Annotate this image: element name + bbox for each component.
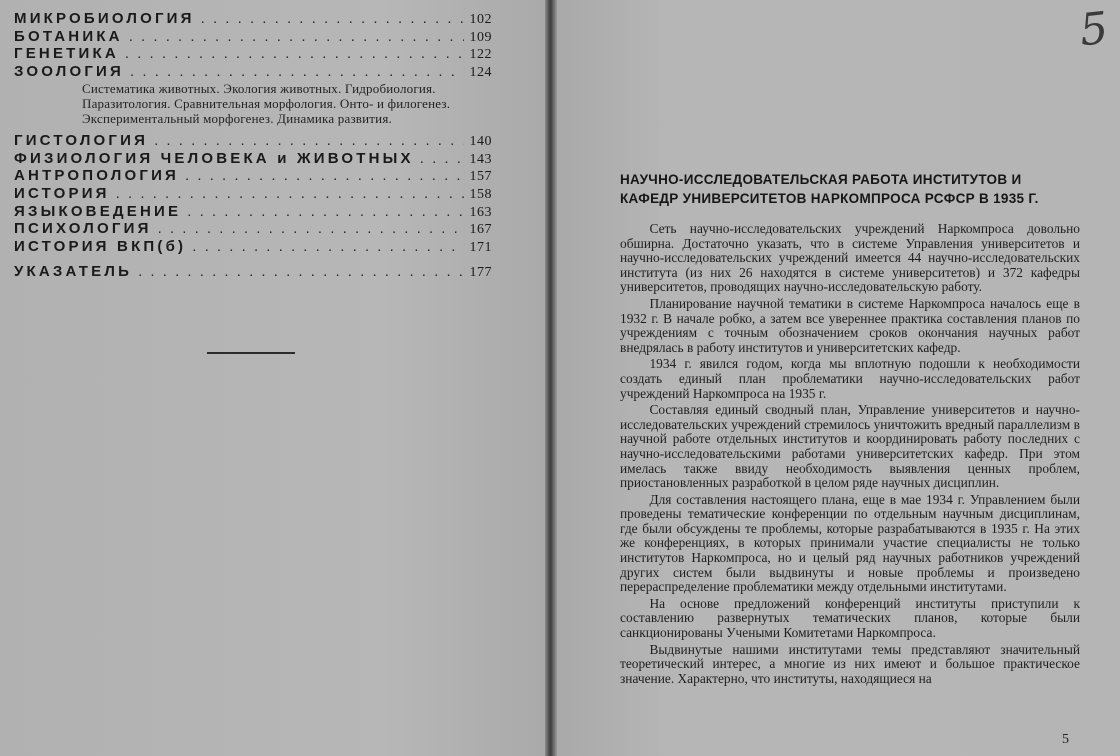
toc-entry-page: 163 [469,204,492,220]
toc-entry-title: МИКРОБИОЛОГИЯ [14,10,195,27]
toc-entry[interactable] [14,220,492,238]
article-paragraph: Выдвинутые нашими институтами темы представляют значительный теоретический интерес, а многие из них имеют и большое практическое значение. Характерно, что институты, находящиеся на [620,641,1080,686]
table-of-contents [14,10,492,281]
toc-entry-title: ФИЗИОЛОГИЯ ЧЕЛОВЕКА и ЖИВОТНЫХ [14,149,414,167]
toc-entry-title: УКАЗАТЕЛЬ [14,263,133,281]
toc-entry-page: 171 [469,239,492,255]
toc-leader-dots [192,238,463,256]
toc-leader-dots [158,220,464,238]
toc-entry-page: 102 [469,12,492,27]
toc-entry-page: 122 [469,47,492,63]
toc-entry-page: 157 [469,169,492,185]
toc-entry[interactable] [14,28,492,46]
toc-entry-title: ПСИХОЛОГИЯ [14,220,152,238]
toc-entry-page: 143 [469,151,492,167]
toc-entry-title: ГЕНЕТИКА [14,45,119,63]
toc-entry-title: ЯЗЫКОВЕДЕНИЕ [14,202,182,220]
toc-leader-dots [125,45,464,63]
toc-entry-page: 158 [469,186,492,202]
article-body [620,222,1080,688]
toc-entry[interactable] [14,238,492,256]
toc-entry[interactable] [14,263,492,281]
toc-leader-dots [185,167,463,185]
toc-entry-page: 140 [469,134,492,150]
toc-entry[interactable] [14,167,492,185]
article-paragraph: Для составления настоящего плана, еще в мае 1934 г. Управлением были проведены тематические конференции по отдельным научным дисциплинам, где были обсуждены те проблемы, которые разрабатываются в 1935 г. На этих же конференциях, в которых принимали участие специалисты не только институтов Наркомпроса, но и целый ряд научных работников учреждений других систем были выдвинуты и новые проблемы и произведено перераспределение проблематики между отдельными институтами. [620,491,1080,595]
page-number: 5 [1062,732,1069,747]
toc-leader-dots [201,10,464,28]
toc-entry[interactable] [14,63,492,81]
toc-entry[interactable] [14,185,492,203]
handwritten-page-mark: 5 [1077,2,1111,57]
toc-entry-page: 167 [469,222,492,238]
section-divider-rule [207,352,295,354]
toc-leader-dots [420,150,464,168]
toc-entry[interactable] [14,132,492,150]
toc-leader-dots [116,185,464,203]
toc-entry[interactable] [14,203,492,221]
toc-entry-page: 109 [469,29,492,45]
article-paragraph: Сеть научно-исследовательских учреждений Наркомпроса довольно обширна. Достаточно указать, что в системе Управления университетов и научно-исследовательских учреждений имеется 44 научно-исследовательских института (из них 26 находятся в системе университетов) и 372 кафедры университетов, проводящих научно-исследовательскую работу. [620,221,1080,295]
toc-entry-title: ИСТОРИЯ [14,184,110,202]
toc-entry[interactable] [14,45,492,63]
toc-entry-page: 177 [469,265,492,281]
toc-entry-title: ИСТОРИЯ ВКП(б) [14,237,187,255]
toc-leader-dots [130,63,463,81]
toc-entry-title: ГИСТОЛОГИЯ [14,132,149,150]
article-paragraph: Планирование научной тематики в системе Наркомпроса началось еще в 1932 г. В начале робко, а затем все увереннее практика составления планов по учреждениям с точным обозначением сроков окончания научных работ внедрялась в работу институтов и университетских кафедр. [620,295,1080,355]
article-paragraph: Составляя единый сводный план, Управление университетов и научно-исследовательских учреждений стремилось уничтожить вредный параллелизм в научной работе отдельных институтов и координировать работу последних с научно-исследовательскими работами университетских кафедр. При этом имелась также ввиду необходимость выявления ценных проблем, приостановленных разработкой в целом ряде научных дисциплин. [620,402,1080,491]
toc-zoology-subtopics: Систематика животных. Экология животных. Гидробиология. Паразитология. Сравнительная морфология. Онто- и филогенез. Экспериментальный морфогенез. Динамика развития. [82,81,451,126]
toc-entry-title: ЗООЛОГИЯ [14,62,125,80]
toc-entry[interactable] [14,150,492,168]
article-paragraph: 1934 г. явился годом, когда мы вплотную подошли к необходимости создать единый план проблематики научно-исследовательских работ учреждений Наркомпроса на 1935 г. [620,356,1080,401]
article-heading: НАУЧНО-ИССЛЕДОВАТЕЛЬСКАЯ РАБОТА ИНСТИТУТОВ И КАФЕДР УНИВЕРСИТЕТОВ НАРКОМПРОСА РСФСР В 1935 Г. [620,172,1039,206]
toc-entry-page: 124 [469,64,492,80]
toc-leader-dots [138,263,463,281]
toc-entry[interactable] [14,10,492,28]
toc-entry-title: БОТАНИКА [14,27,123,45]
toc-entry-title: АНТРОПОЛОГИЯ [14,167,180,185]
toc-leader-dots [129,28,464,46]
toc-leader-dots [187,203,463,221]
book-gutter [545,0,557,756]
article-paragraph: На основе предложений конференций институты приступили к составлению развернутых тематических планов, которые были санкционированы Учеными Комитетами Наркомпроса. [620,595,1080,641]
toc-leader-dots [154,132,463,150]
left-page [0,0,545,756]
